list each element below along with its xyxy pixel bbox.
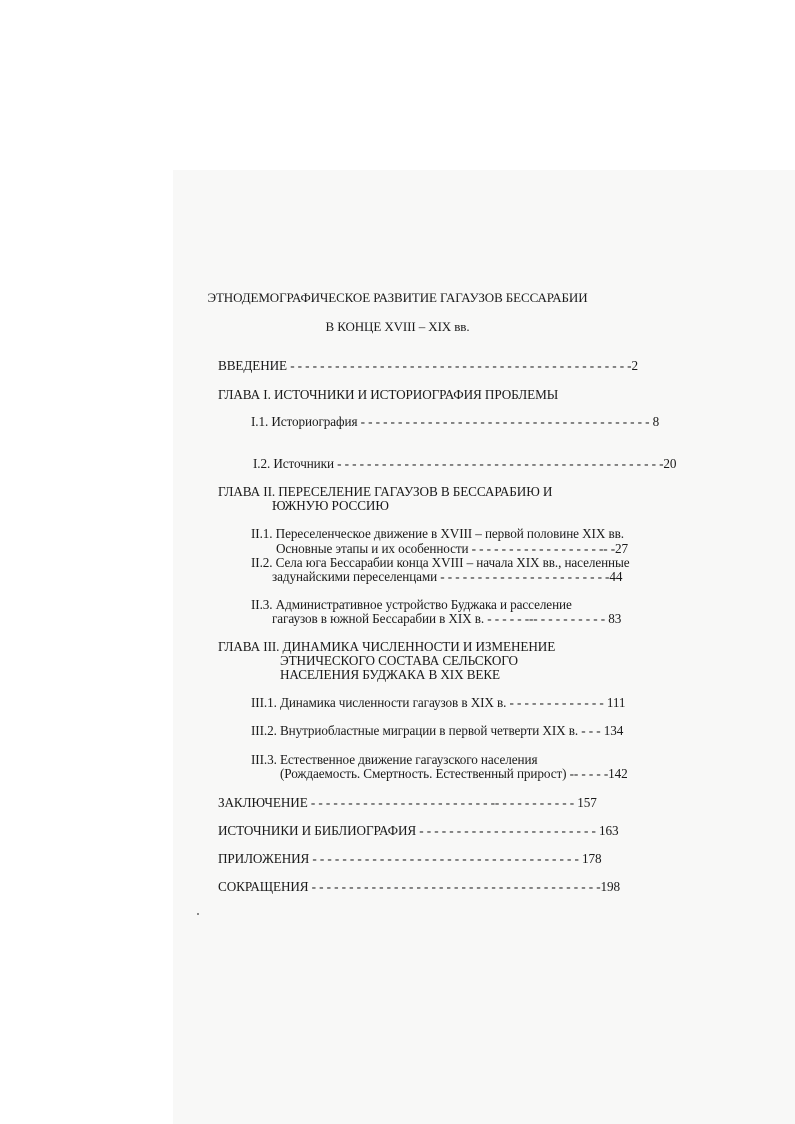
toc-chapter-3-heading-cont-2: НАСЕЛЕНИЯ БУДЖАКА В XIX ВЕКЕ — [280, 667, 501, 682]
toc-section-2-2: II.2. Села юга Бессарабии конца XVIII – начала XIX вв., населенные — [251, 555, 630, 570]
toc-chapter-1-heading: ГЛАВА I. ИСТОЧНИКИ И ИСТОРИОГРАФИЯ ПРОБЛЕМЫ — [218, 387, 559, 402]
toc-section-3-3-cont: (Рождаемость. Смертность. Естественный прирост) -- - - - -142 — [280, 766, 628, 781]
scan-speck — [197, 913, 199, 915]
toc-entry-conclusion: ЗАКЛЮЧЕНИЕ - - - - - - - - - - - - - - - - - - - - - - - - -- - - - - - - - - - - 157 — [218, 795, 597, 810]
toc-section-2-3-cont: гагаузов в южной Бессарабии в XIX в. - - - - - --- - - - - - - - - - 83 — [272, 611, 622, 626]
toc-chapter-3-heading-cont-1: ЭТНИЧЕСКОГО СОСТАВА СЕЛЬСКОГО — [280, 653, 518, 668]
toc-chapter-2-heading-cont: ЮЖНУЮ РОССИЮ — [272, 498, 389, 513]
document-title-line-1: ЭТНОДЕМОГРАФИЧЕСКОЕ РАЗВИТИЕ ГАГАУЗОВ БЕССАРАБИИ — [207, 290, 588, 305]
toc-section-2-1-cont: Основные этапы и их особенности - - - - - - - - - - - - - - - - - -- -27 — [276, 541, 629, 556]
toc-section-3-2: III.2. Внутриобластные миграции в первой четверти XIX в. - - - 134 — [251, 723, 624, 738]
toc-entry-sources-bibliography: ИСТОЧНИКИ И БИБЛИОГРАФИЯ - - - - - - - - - - - - - - - - - - - - - - - - 163 — [218, 823, 619, 838]
toc-entry-introduction: ВВЕДЕНИЕ - - - - - - - - - - - - - - - - - - - - - - - - - - - - - - - - - - - - - - - - - - - - - -2 — [218, 358, 638, 373]
toc-chapter-3-heading: ГЛАВА III. ДИНАМИКА ЧИСЛЕННОСТИ И ИЗМЕНЕНИЕ — [218, 639, 556, 654]
toc-chapter-2-heading: ГЛАВА II. ПЕРЕСЕЛЕНИЕ ГАГАУЗОВ В БЕССАРАБИЮ И — [218, 484, 553, 499]
toc-section-2-1: II.1. Переселенческое движение в XVIII – первой половине XIX вв. — [251, 526, 624, 541]
document-title-line-2: В КОНЦЕ XVIII – XIX вв. — [325, 319, 470, 334]
toc-entry-abbreviations: СОКРАЩЕНИЯ - - - - - - - - - - - - - - - - - - - - - - - - - - - - - - - - - - - - - - -198 — [218, 879, 621, 894]
toc-section-1-2: I.2. Источники - - - - - - - - - - - - - - - - - - - - - - - - - - - - - - - - - - - - - - - - - - - -20 — [253, 456, 677, 471]
toc-section-2-3: II.3. Административное устройство Буджака и расселение — [251, 597, 572, 612]
toc-section-3-1: III.1. Динамика численности гагаузов в XIX в. - - - - - - - - - - - - - 111 — [251, 695, 626, 710]
toc-section-3-3: III.3. Естественное движение гагаузского населения — [251, 752, 538, 767]
toc-entry-appendices: ПРИЛОЖЕНИЯ - - - - - - - - - - - - - - - - - - - - - - - - - - - - - - - - - - - - 178 — [218, 851, 602, 866]
toc-section-1-1: I.1. Историография - - - - - - - - - - - - - - - - - - - - - - - - - - - - - - - - - - - - - - - 8 — [251, 414, 660, 429]
toc-section-2-2-cont: задунайскими переселенцами - - - - - - - - - - - - - - - - - - - - - - -44 — [272, 569, 623, 584]
